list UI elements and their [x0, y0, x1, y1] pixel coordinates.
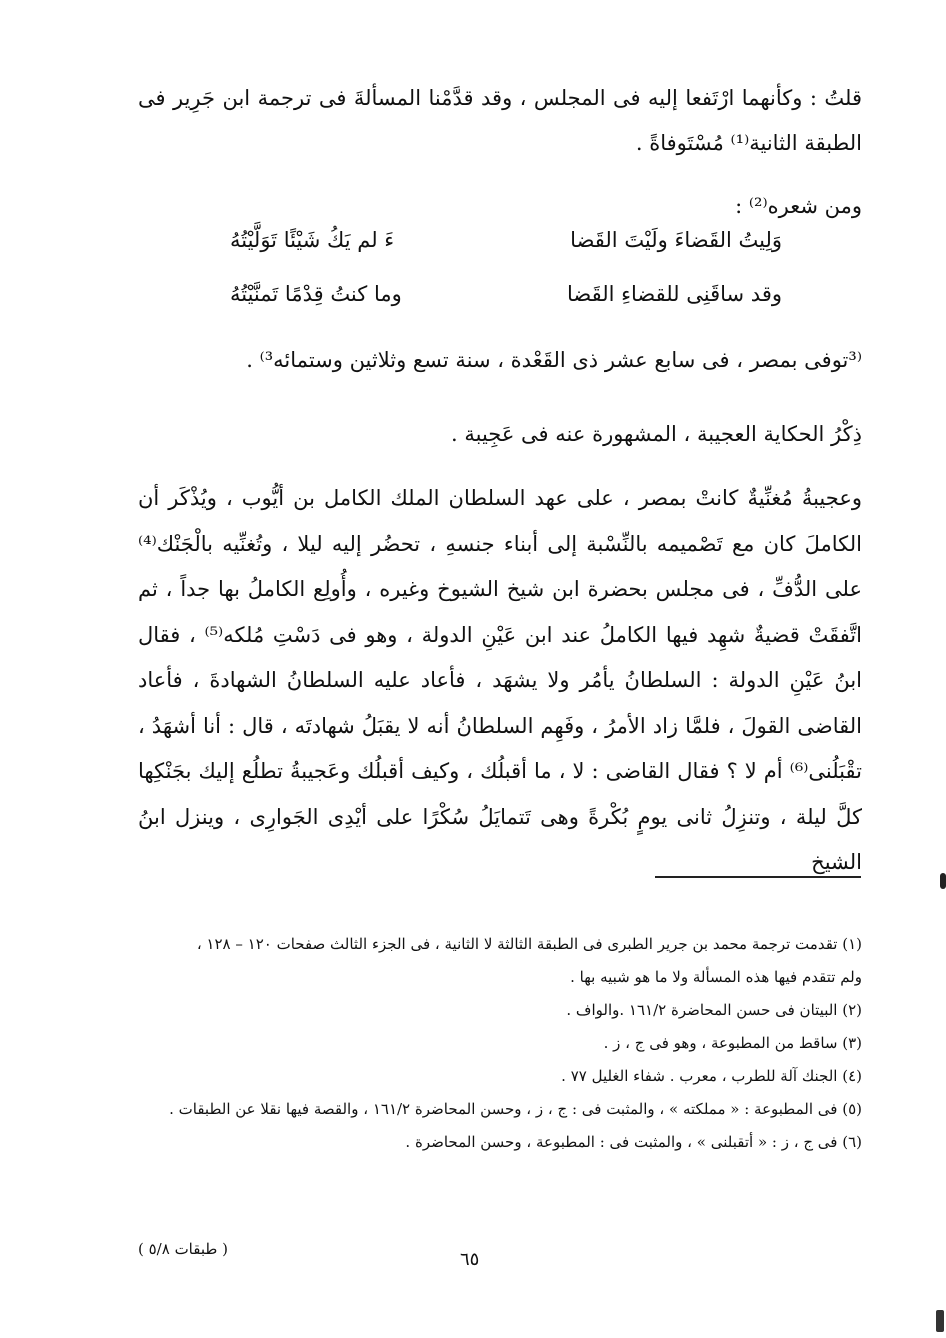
page-number: ٦٥	[460, 1249, 480, 1270]
verse-line-1	[230, 228, 782, 252]
footnote-1: (١) تقدمت ترجمة محمد بن جرير الطبرى فى الطبقة الثالثة لا الثانية ، فى الجزء الثالث صفحات ١٢٠ – ١٢٨ ،	[196, 935, 862, 953]
scan-edge-mark-bottom	[936, 1310, 944, 1332]
verse-line-2	[230, 282, 782, 306]
footnotes	[138, 928, 862, 1159]
scan-edge-mark	[940, 873, 946, 889]
footnote-6: (٦) فى ج ، ز : « أتقبلنى » ، والمثبت فى : المطبوعة ، وحسن المحاضرة .	[405, 1133, 862, 1151]
verse-1-second-hemistich: ءَ لم يَكُ شَيْئًا تَوَلَّيْتُهُ	[230, 228, 395, 252]
footnote-1-continuation: ولم تتقدم فيها هذه المسألة ولا ما هو شبيه بها .	[570, 968, 862, 986]
footnote-4: (٤) الجنك آلة للطرب ، معرب . شفاء الغليل ٧٧ .	[561, 1067, 862, 1085]
verse-1-first-hemistich: وَلِيتُ القَضاءَ ولَيْتَ القَضا	[570, 228, 782, 252]
signature-mark: ( طبقات ٥/٨ )	[138, 1240, 228, 1258]
footnote-3: (٣) ساقط من المطبوعة ، وهو فى ج ، ز .	[603, 1034, 862, 1052]
section-heading: ذِكْرُ الحكاية العجيبة ، المشهورة عنه فى عَجِيبة .	[451, 422, 862, 446]
footnote-2: (٢) البيتان فى حسن المحاضرة ١٦١/٢ .والواف .	[566, 1001, 862, 1019]
footnote-divider	[655, 876, 861, 878]
death-notice: ⁽³توفى بمصر ، فى سابع عشر ذى القَعْدة ، سنة تسع وثلاثين وستمائه³⁾ .	[246, 348, 862, 372]
footnote-5: (٥) فى المطبوعة : « مملكته » ، والمثبت فى : ج ، ز ، وحسن المحاضرة ١٦١/٢ ، والقصة فيها نقلا عن الطبقات .	[169, 1100, 862, 1118]
opening-paragraph: قلتُ : وكأنهما ارْتَفعا إليه فى المجلس ، وقد قدَّمْنا المسألةَ فى ترجمة ابن جَرِير فى الطبقة الثانية⁽¹⁾ مُسْتَوفاةً .	[138, 86, 862, 155]
verse-2-first-hemistich: وقد ساقَنِى للقضاءِ القَضا	[566, 282, 782, 306]
verse-intro: ومن شعره⁽²⁾ :	[735, 194, 862, 218]
verse-2-second-hemistich: وما كنتُ قِدْمًا تَمنَّيْتُهُ	[230, 282, 402, 306]
story-paragraph: وعجيبةُ مُغنِّيةٌ كانتْ بمصر ، على عهد السلطان الملك الكامل بن أيُّوب ، ويُذْكَر أن الكاملَ كان مع تَصْميمه بالنِّسْبة إلى أبناء جنسهِ ، تحضُر إليه ليلا ، وتُغنِّيه بالْجَنْك⁽⁴⁾ على الدُّفِّ ، فى مجلس بحضرة ابن شيخ الشيوخ وغيره ، وأُولِع الكاملُ بها جداً ، ثم اتَّفقَتْ قضيةٌ شهِد فيها الكاملُ عند ابن عَيْنِ الدولة ، وهو فى دَسْتِ مُلكه⁽⁵⁾ ، فقال ابنُ عَيْنِ الدولة : السلطانُ يأمُر ولا يشهَد ، فأعاد عليه السلطانُ الشهادةَ ، فأعاد القاضى القولَ ، فلمَّا زاد الأمرُ ، وفَهِم السلطانُ أنه لا يقبَلُ شهادتَه ، قال : أنا أشهَدُ ، تقْبَلُنى⁽⁶⁾ أم لا ؟ فقال القاضى : لا ، ما أقبلُك ، وكيف أقبلُك وعَجيبةُ تطلُع إليك بجَنْكِها كلَّ ليلة ، وتنزِلُ ثانى يومٍ بُكْرةً وهى تَتمايَلُ سُكْرًا على أيْدِى الجَوارِى ، وينزل ابنُ الشيخ	[138, 486, 862, 874]
